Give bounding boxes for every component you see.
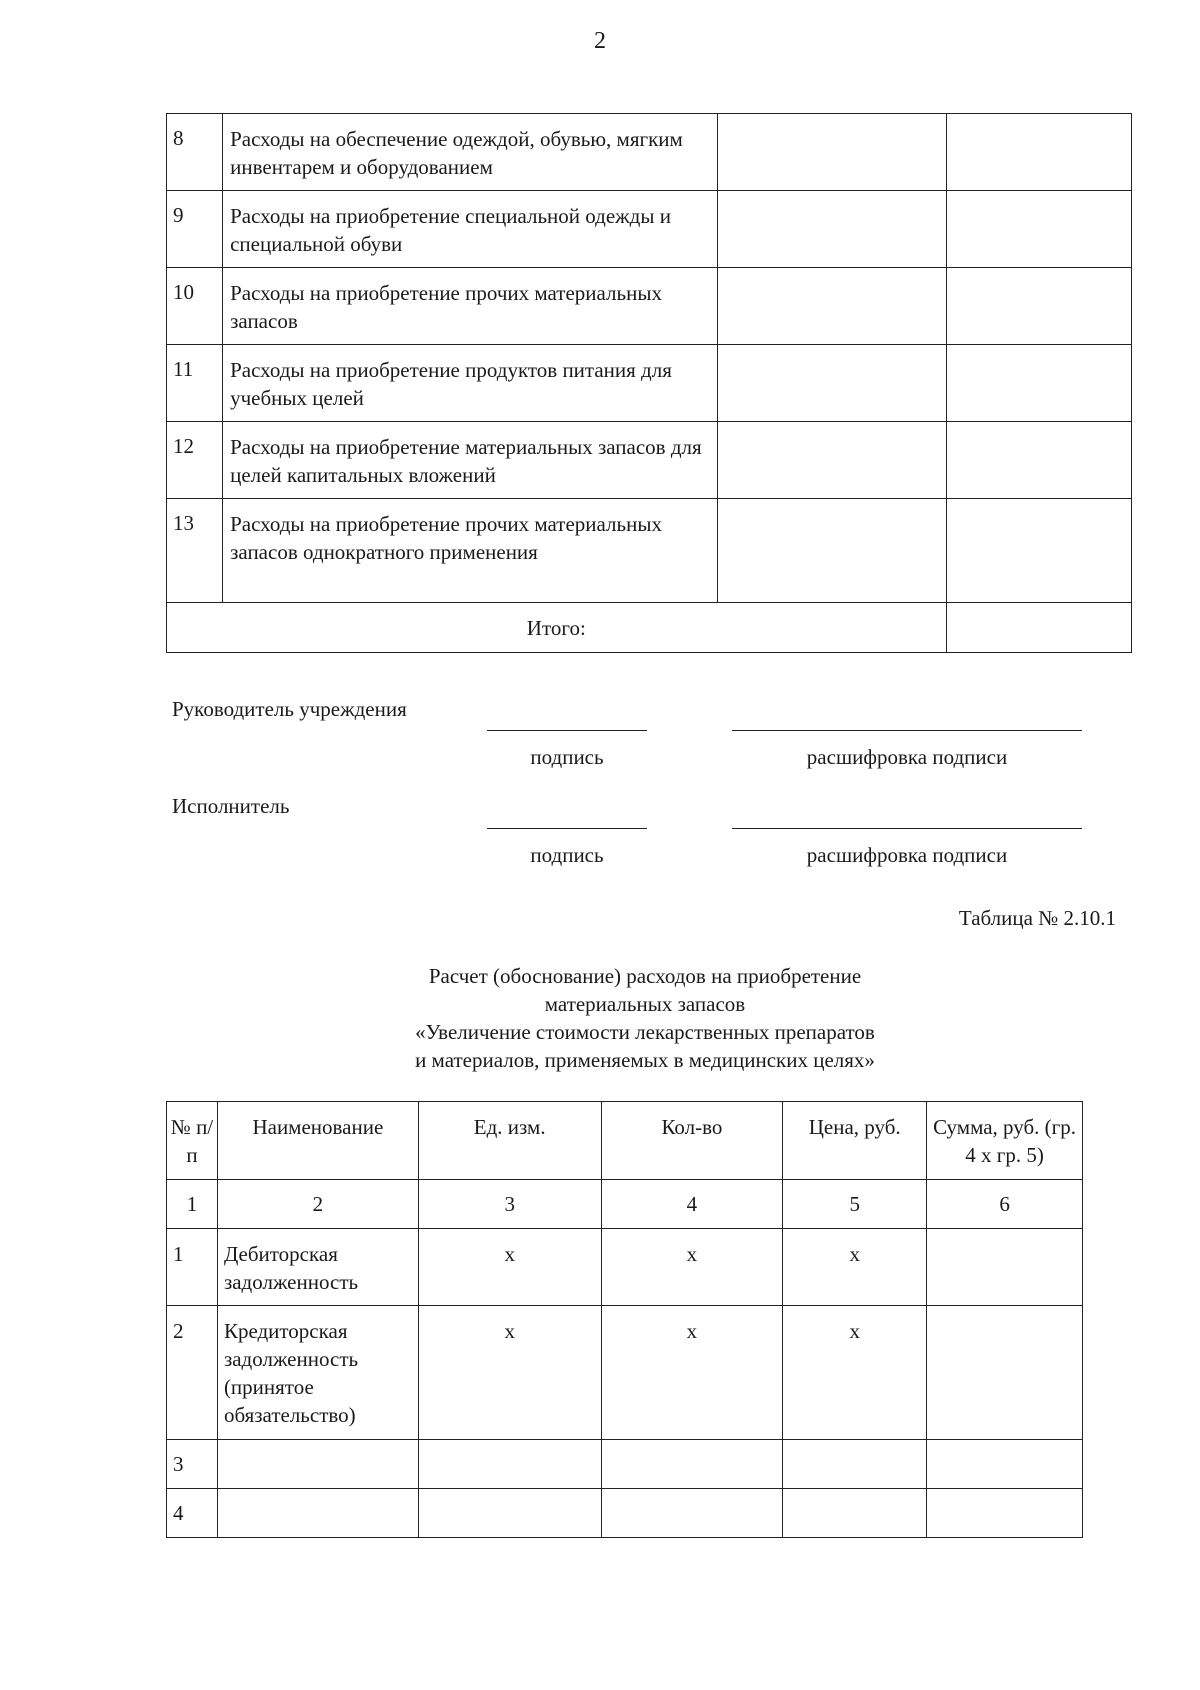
row-name: Расходы на приобретение прочих материальных запасов: [223, 268, 718, 345]
row-number: 13: [167, 499, 223, 603]
row-sum: [927, 1440, 1083, 1489]
table-row: [167, 1306, 1083, 1440]
empty-cell: [718, 345, 946, 422]
row-sum: [927, 1306, 1083, 1440]
row-number: 10: [167, 268, 223, 345]
total-label: Итого:: [167, 603, 947, 653]
row-name: Кредиторская задолженность (принятое обязательство): [217, 1306, 418, 1440]
header-name: Наименование: [217, 1102, 418, 1180]
row-number: 11: [167, 345, 223, 422]
header-sum: Сумма, руб. (гр. 4 х гр. 5): [927, 1102, 1083, 1180]
table-row: [167, 1489, 1083, 1538]
title-line: и материалов, применяемых в медицинских целях»: [415, 1048, 875, 1072]
empty-cell: [946, 114, 1131, 191]
row-sum: [927, 1489, 1083, 1538]
table-row: [167, 499, 1132, 603]
empty-cell: [946, 191, 1131, 268]
row-name: Дебиторская задолженность: [217, 1229, 418, 1306]
head-signature-line: [487, 730, 647, 731]
row-number: 3: [167, 1440, 218, 1489]
row-number: 4: [167, 1489, 218, 1538]
row-name: [217, 1440, 418, 1489]
executor-signature-caption: подпись: [530, 843, 604, 867]
row-unit: х: [418, 1306, 601, 1440]
row-price: х: [783, 1229, 927, 1306]
executor-signature-line: [487, 828, 647, 829]
empty-cell: [718, 191, 946, 268]
row-number: 9: [167, 191, 223, 268]
empty-cell: [946, 499, 1131, 603]
table-row: [167, 114, 1132, 191]
table-row: [167, 1229, 1083, 1306]
title-line: «Увеличение стоимости лекарственных препаратов: [415, 1020, 875, 1044]
header-unit: Ед. изм.: [418, 1102, 601, 1180]
table-row: [167, 345, 1132, 422]
row-unit: [418, 1489, 601, 1538]
calculation-table: [166, 1101, 1083, 1538]
column-index: 4: [601, 1180, 783, 1229]
executor-label: Исполнитель: [172, 794, 290, 818]
table-row: [167, 191, 1132, 268]
row-quantity: х: [601, 1306, 783, 1440]
row-unit: [418, 1440, 601, 1489]
calculation-title: [300, 962, 990, 1074]
expenses-table: [166, 113, 1132, 653]
header-row: [167, 1102, 1083, 1180]
row-number: 12: [167, 422, 223, 499]
empty-cell: [946, 345, 1131, 422]
table-row: [167, 1440, 1083, 1489]
row-name: Расходы на приобретение прочих материальных запасов однократного применения: [223, 499, 718, 603]
head-label: Руководитель учреждения: [172, 697, 407, 721]
head-signature-caption: подпись: [530, 745, 604, 769]
row-price: [783, 1489, 927, 1538]
row-price: [783, 1440, 927, 1489]
header-price: Цена, руб.: [783, 1102, 927, 1180]
total-value-cell: [946, 603, 1131, 653]
title-line: материальных запасов: [544, 992, 746, 1016]
head-decoding-caption: расшифровка подписи: [806, 745, 1008, 769]
empty-cell: [718, 268, 946, 345]
page-number: 2: [594, 28, 606, 54]
column-index-row: [167, 1180, 1083, 1229]
row-number: 2: [167, 1306, 218, 1440]
row-quantity: [601, 1440, 783, 1489]
column-index: 3: [418, 1180, 601, 1229]
header-number: № п/п: [167, 1102, 218, 1180]
row-name: Расходы на обеспечение одеждой, обувью, мягким инвентарем и оборудованием: [223, 114, 718, 191]
row-number: 1: [167, 1229, 218, 1306]
column-index: 5: [783, 1180, 927, 1229]
row-price: х: [783, 1306, 927, 1440]
executor-decoding-caption: расшифровка подписи: [806, 843, 1008, 867]
head-decoding-line: [732, 730, 1082, 731]
row-unit: х: [418, 1229, 601, 1306]
row-name: Расходы на приобретение специальной одежды и специальной обуви: [223, 191, 718, 268]
row-quantity: х: [601, 1229, 783, 1306]
empty-cell: [718, 499, 946, 603]
title-line: Расчет (обоснование) расходов на приобретение: [428, 964, 862, 988]
header-quantity: Кол-во: [601, 1102, 783, 1180]
empty-cell: [718, 114, 946, 191]
row-name: Расходы на приобретение материальных запасов для целей капитальных вложений: [223, 422, 718, 499]
column-index: 1: [167, 1180, 218, 1229]
total-row: [167, 603, 1132, 653]
row-sum: [927, 1229, 1083, 1306]
empty-cell: [718, 422, 946, 499]
row-quantity: [601, 1489, 783, 1538]
empty-cell: [946, 268, 1131, 345]
column-index: 6: [927, 1180, 1083, 1229]
executor-decoding-line: [732, 828, 1082, 829]
row-number: 8: [167, 114, 223, 191]
table-row: [167, 268, 1132, 345]
column-index: 2: [217, 1180, 418, 1229]
row-name: [217, 1489, 418, 1538]
table-caption: Таблица № 2.10.1: [958, 906, 1116, 930]
row-name: Расходы на приобретение продуктов питания для учебных целей: [223, 345, 718, 422]
table-row: [167, 422, 1132, 499]
empty-cell: [946, 422, 1131, 499]
